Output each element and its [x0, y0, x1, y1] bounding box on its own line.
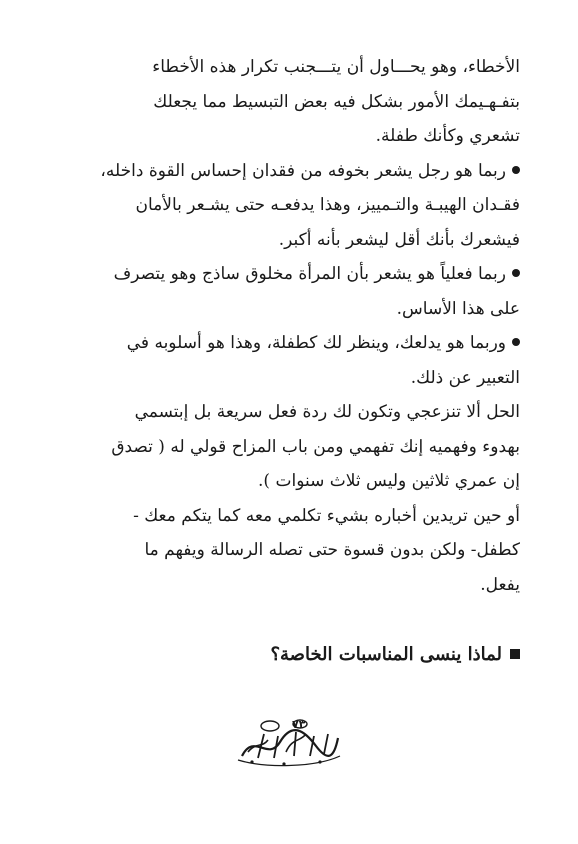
square-bullet-icon	[510, 649, 520, 659]
bullet-paragraph-3	[60, 326, 520, 395]
line: بتفـهـيمك الأمور بشكل فيه بعض التبسيط مما يجعلك	[153, 91, 520, 112]
line: بهدوء وفهميه إنك تفهمي ومن باب المزاح قولي له ( تصدق	[111, 436, 520, 457]
line: الحل ألا تنزعجي وتكون لك ردة فعل سريعة بل إبتسمي	[134, 402, 520, 422]
calligraphy-ornament-icon	[234, 712, 344, 770]
ornament-svg	[234, 712, 344, 770]
line: التعبير عن ذلك.	[410, 367, 520, 388]
bullet-icon	[512, 338, 520, 346]
page-body	[60, 50, 520, 672]
page-footer	[0, 712, 578, 774]
line: ربما فعلياً هو يشعر بأن المرأة مخلوق ساذج وهو يتصرف	[113, 264, 506, 284]
bullet-icon	[512, 269, 520, 277]
page-number: ٧٣	[292, 718, 306, 731]
line: ربما هو رجل يشعر بخوفه من فقدان إحساس القوة داخله،	[100, 160, 506, 181]
bullet-icon	[512, 166, 520, 174]
line: فيشعرك بأنك أقل ليشعر بأنه أكبر.	[278, 229, 520, 250]
section-heading	[60, 638, 520, 672]
paragraph-solution	[60, 395, 520, 499]
section-heading-text: لماذا ينسى المناسبات الخاصة؟	[270, 644, 502, 665]
paragraph-1	[60, 50, 520, 154]
line: الأخطاء، وهو يحـــاول أن يتـــجنب تكرار هذه الأخطاء	[152, 57, 520, 77]
line: وربما هو يدلعك، وينظر لك كطفلة، وهذا هو أسلوبه في	[126, 333, 506, 353]
line: على هذا الأساس.	[396, 298, 520, 319]
bullet-paragraph-1	[60, 154, 520, 258]
line: أو حين تريدين أخباره بشيء تكلمي معه كما يتكم معك -	[133, 505, 520, 526]
bullet-paragraph-2	[60, 257, 520, 326]
line: تشعري وكأنك طفلة.	[375, 126, 520, 146]
paragraph-advice	[60, 499, 520, 603]
line: كطفل- ولكن بدون قسوة حتى تصله الرسالة ويفهم ما	[144, 540, 520, 560]
line: فقـدان الهيبـة والتـمييز، وهذا يدفعـه حتى يشـعر بالأمان	[135, 195, 520, 215]
line: إن عمري ثلاثين وليس ثلاث سنوات ).	[258, 471, 520, 491]
line: يفعل.	[480, 574, 520, 595]
